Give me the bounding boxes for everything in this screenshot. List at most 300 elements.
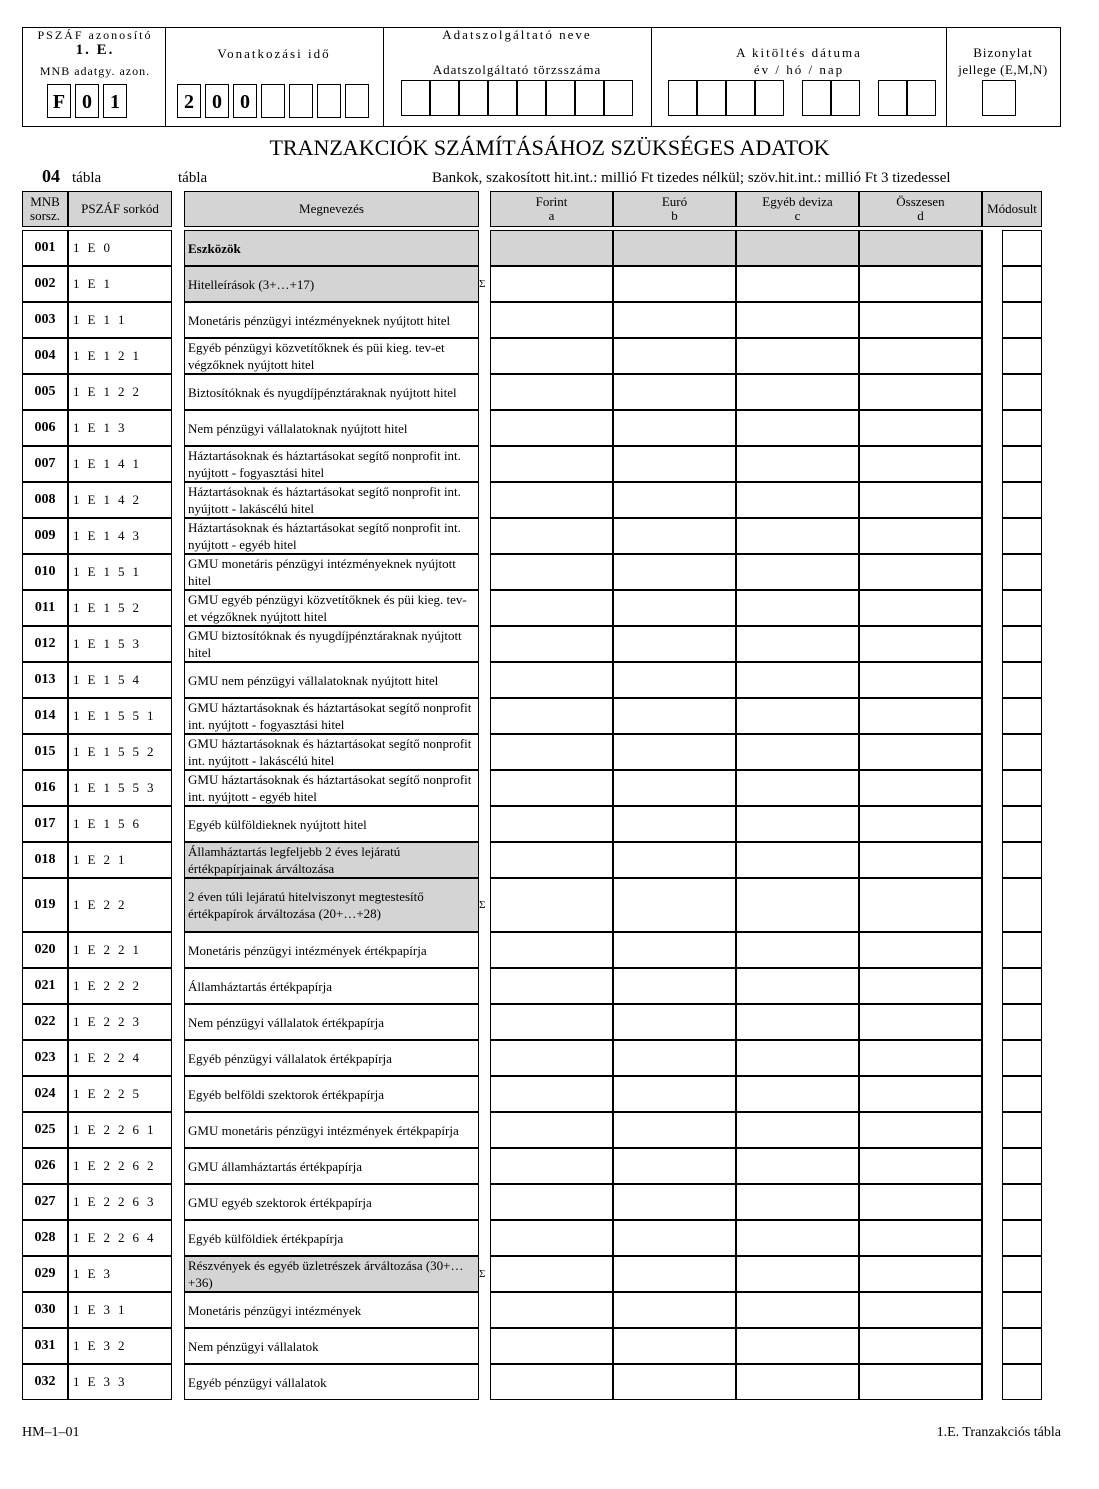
row-name: GMU háztartásoknak és háztartásokat segítő nonprofit int. nyújtott - egyéb hitel xyxy=(184,770,479,806)
provider-reg-digit[interactable] xyxy=(401,80,430,116)
modified-cell[interactable] xyxy=(1002,842,1042,878)
modified-cell[interactable] xyxy=(1002,1184,1042,1220)
table-row xyxy=(22,626,1042,662)
row-number: 013 xyxy=(22,662,68,698)
value-cell-b[interactable] xyxy=(613,698,736,734)
value-cell-d[interactable] xyxy=(859,1256,982,1292)
row-number: 001 xyxy=(22,230,68,266)
value-cell-b[interactable] xyxy=(613,1184,736,1220)
value-cell-c[interactable] xyxy=(736,698,859,734)
value-cell-a[interactable] xyxy=(490,662,613,698)
value-cell-a[interactable] xyxy=(490,518,613,554)
value-cell-d[interactable] xyxy=(859,770,982,806)
row-name: GMU háztartásoknak és háztartásokat segítő nonprofit int. nyújtott - fogyasztási hitel xyxy=(184,698,479,734)
value-cell-a[interactable] xyxy=(490,626,613,662)
value-cell-b[interactable] xyxy=(613,1292,736,1328)
value-cell-c[interactable] xyxy=(736,302,859,338)
value-cell-c[interactable] xyxy=(736,1184,859,1220)
row-code: 1 E 2 2 xyxy=(68,878,172,932)
value-cell-b[interactable] xyxy=(613,266,736,302)
col-header-euro-label: Euró xyxy=(661,194,688,209)
value-cell-d[interactable] xyxy=(859,554,982,590)
provider-reg-label: Adatszolgáltató törzsszáma xyxy=(432,62,602,77)
row-number: 031 xyxy=(22,1328,68,1364)
modified-gap xyxy=(982,518,1002,554)
row-number: 012 xyxy=(22,626,68,662)
row-number: 014 xyxy=(22,698,68,734)
row-number: 028 xyxy=(22,1220,68,1256)
row-name: Háztartásoknak és háztartásokat segítő nonprofit int. nyújtott - lakáscélú hitel xyxy=(184,482,479,518)
value-cell-c[interactable] xyxy=(736,932,859,968)
modified-cell[interactable] xyxy=(1002,1256,1042,1292)
period-digit[interactable] xyxy=(289,84,313,118)
col-header-name-label: Megnevezés xyxy=(299,201,364,216)
row-code: 1 E 2 2 3 xyxy=(68,1004,172,1040)
value-cell-d[interactable] xyxy=(859,482,982,518)
table-row xyxy=(22,446,1042,482)
value-cell-d[interactable] xyxy=(859,734,982,770)
value-cell-d[interactable] xyxy=(859,626,982,662)
value-cell-b[interactable] xyxy=(613,1004,736,1040)
table-row xyxy=(22,734,1042,770)
modified-cell[interactable] xyxy=(1002,410,1042,446)
row-name: Államháztartás legfeljebb 2 éves lejáratú értékpapírjainak árváltozása xyxy=(184,842,479,878)
modified-cell[interactable] xyxy=(1002,554,1042,590)
value-cell-c[interactable] xyxy=(736,554,859,590)
modified-cell[interactable] xyxy=(1002,770,1042,806)
row-number: 019 xyxy=(22,878,68,932)
table-row xyxy=(22,590,1042,626)
value-cell-c[interactable] xyxy=(736,482,859,518)
value-cell-c[interactable] xyxy=(736,1148,859,1184)
fill-date-digit[interactable] xyxy=(878,80,907,116)
value-cell-a[interactable] xyxy=(490,878,613,932)
value-cell-a[interactable] xyxy=(490,230,613,266)
value-cell-c[interactable] xyxy=(736,590,859,626)
modified-cell[interactable] xyxy=(1002,1112,1042,1148)
value-cell-c[interactable] xyxy=(736,1004,859,1040)
value-cell-c[interactable] xyxy=(736,230,859,266)
value-cell-d[interactable] xyxy=(859,374,982,410)
row-number: 011 xyxy=(22,590,68,626)
row-name: Nem pénzügyi vállalatok xyxy=(184,1328,479,1364)
row-name: 2 éven túli lejáratú hitelviszonyt megtestesítő értékpapírok árváltozása (20+…+28) xyxy=(184,878,479,932)
modified-cell[interactable] xyxy=(1002,698,1042,734)
row-code: 1 E 1 5 3 xyxy=(68,626,172,662)
modified-cell[interactable] xyxy=(1002,662,1042,698)
value-cell-d[interactable] xyxy=(859,968,982,1004)
modified-cell[interactable] xyxy=(1002,302,1042,338)
row-code: 1 E 3 3 xyxy=(68,1364,172,1400)
value-cell-b[interactable] xyxy=(613,842,736,878)
row-name: Egyéb külföldieknek nyújtott hitel xyxy=(184,806,479,842)
row-code: 1 E 2 2 1 xyxy=(68,932,172,968)
value-cell-d[interactable] xyxy=(859,1040,982,1076)
col-header-forint-sub: a xyxy=(548,208,555,223)
modified-cell[interactable] xyxy=(1002,968,1042,1004)
provider-reg-digit[interactable] xyxy=(575,80,604,116)
value-cell-c[interactable] xyxy=(736,446,859,482)
provider-reg-digit[interactable] xyxy=(488,80,517,116)
value-cell-a[interactable] xyxy=(490,1040,613,1076)
value-cell-a[interactable] xyxy=(490,968,613,1004)
value-cell-c[interactable] xyxy=(736,842,859,878)
value-cell-b[interactable] xyxy=(613,410,736,446)
value-cell-d[interactable] xyxy=(859,1004,982,1040)
fill-date-digit[interactable] xyxy=(802,80,831,116)
value-cell-b[interactable] xyxy=(613,1220,736,1256)
row-name: GMU biztosítóknak és nyugdíjpénztáraknak nyújtott hitel xyxy=(184,626,479,662)
modified-cell[interactable] xyxy=(1002,1328,1042,1364)
row-number: 025 xyxy=(22,1112,68,1148)
row-name: GMU monetáris pénzügyi intézményeknek nyújtott hitel xyxy=(184,554,479,590)
modified-gap xyxy=(982,1364,1002,1400)
row-name: Egyéb pénzügyi vállalatok értékpapírja xyxy=(184,1040,479,1076)
value-cell-b[interactable] xyxy=(613,374,736,410)
period-digit[interactable]: 0 xyxy=(233,84,257,118)
value-cell-d[interactable] xyxy=(859,590,982,626)
modified-cell[interactable] xyxy=(1002,482,1042,518)
value-cell-c[interactable] xyxy=(736,338,859,374)
modified-cell[interactable] xyxy=(1002,1004,1042,1040)
modified-cell[interactable] xyxy=(1002,1292,1042,1328)
value-cell-c[interactable] xyxy=(736,266,859,302)
provider-name-label: Adatszolgáltató neve xyxy=(442,27,592,42)
value-cell-b[interactable] xyxy=(613,770,736,806)
table-row xyxy=(22,554,1042,590)
modified-cell[interactable] xyxy=(1002,590,1042,626)
modified-gap xyxy=(982,968,1002,1004)
value-cell-c[interactable] xyxy=(736,410,859,446)
modified-gap xyxy=(982,410,1002,446)
col-header-euro xyxy=(613,191,736,227)
value-cell-d[interactable] xyxy=(859,446,982,482)
value-cell-a[interactable] xyxy=(490,1184,613,1220)
value-cell-b[interactable] xyxy=(613,1148,736,1184)
row-number: 029 xyxy=(22,1256,68,1292)
row-number: 018 xyxy=(22,842,68,878)
value-cell-b[interactable] xyxy=(613,482,736,518)
modified-gap xyxy=(982,842,1002,878)
value-cell-d[interactable] xyxy=(859,1148,982,1184)
modified-cell[interactable] xyxy=(1002,374,1042,410)
fill-date-digit[interactable] xyxy=(907,80,936,116)
units-note: Bankok, szakosított hit.int.: millió Ft tizedes nélkül; szöv.hit.int.: millió Ft 3 tizedessel xyxy=(432,170,951,186)
value-cell-a[interactable] xyxy=(490,374,613,410)
row-number: 005 xyxy=(22,374,68,410)
modified-cell[interactable] xyxy=(1002,1364,1042,1400)
value-cell-b[interactable] xyxy=(613,806,736,842)
modified-cell[interactable] xyxy=(1002,230,1042,266)
value-cell-a[interactable] xyxy=(490,698,613,734)
value-cell-d[interactable] xyxy=(859,338,982,374)
value-cell-d[interactable] xyxy=(859,1184,982,1220)
value-cell-a[interactable] xyxy=(490,554,613,590)
row-name: GMU nem pénzügyi vállalatoknak nyújtott hitel xyxy=(184,662,479,698)
table-row xyxy=(22,1112,1042,1148)
row-code: 1 E 1 2 2 xyxy=(68,374,172,410)
value-cell-a[interactable] xyxy=(490,1292,613,1328)
period-digit[interactable]: 2 xyxy=(177,84,201,118)
form-code: 1. E. xyxy=(75,42,115,58)
fill-date-digit[interactable] xyxy=(668,80,697,116)
table-row xyxy=(22,410,1042,446)
value-cell-d[interactable] xyxy=(859,1364,982,1400)
value-cell-d[interactable] xyxy=(859,662,982,698)
row-number: 027 xyxy=(22,1184,68,1220)
fill-date-digit[interactable] xyxy=(726,80,755,116)
modified-cell[interactable] xyxy=(1002,518,1042,554)
value-cell-d[interactable] xyxy=(859,266,982,302)
value-cell-d[interactable] xyxy=(859,878,982,932)
value-cell-d[interactable] xyxy=(859,1328,982,1364)
mnb-digit[interactable]: 1 xyxy=(103,84,127,118)
row-code: 1 E 3 1 xyxy=(68,1292,172,1328)
value-cell-a[interactable] xyxy=(490,446,613,482)
fill-date-digit[interactable] xyxy=(697,80,726,116)
modified-gap xyxy=(982,1184,1002,1220)
provider-reg-digit[interactable] xyxy=(604,80,633,116)
value-cell-d[interactable] xyxy=(859,230,982,266)
table-word: tábla xyxy=(72,170,102,186)
value-cell-b[interactable] xyxy=(613,302,736,338)
value-cell-d[interactable] xyxy=(859,1112,982,1148)
value-cell-a[interactable] xyxy=(490,770,613,806)
fill-date-digit[interactable] xyxy=(831,80,860,116)
value-cell-c[interactable] xyxy=(736,878,859,932)
value-cell-a[interactable] xyxy=(490,734,613,770)
row-name: Eszközök xyxy=(184,230,479,266)
row-name: Nem pénzügyi vállalatok értékpapírja xyxy=(184,1004,479,1040)
value-cell-c[interactable] xyxy=(736,1076,859,1112)
mnb-id-label: MNB adatgy. azon. xyxy=(39,64,151,78)
value-cell-b[interactable] xyxy=(613,1040,736,1076)
value-cell-c[interactable] xyxy=(736,626,859,662)
modified-gap xyxy=(982,302,1002,338)
mnb-digit[interactable]: F xyxy=(47,84,71,118)
value-cell-c[interactable] xyxy=(736,968,859,1004)
row-number: 017 xyxy=(22,806,68,842)
value-cell-a[interactable] xyxy=(490,1364,613,1400)
table-row xyxy=(22,1148,1042,1184)
period-digit[interactable] xyxy=(261,84,285,118)
value-cell-b[interactable] xyxy=(613,1328,736,1364)
value-cell-b[interactable] xyxy=(613,968,736,1004)
modified-gap xyxy=(982,698,1002,734)
row-name: Háztartásoknak és háztartásokat segítő nonprofit int. nyújtott - egyéb hitel xyxy=(184,518,479,554)
row-name: GMU államháztartás értékpapírja xyxy=(184,1148,479,1184)
row-code: 1 E 2 2 6 2 xyxy=(68,1148,172,1184)
row-code: 1 E 1 5 5 2 xyxy=(68,734,172,770)
value-cell-c[interactable] xyxy=(736,662,859,698)
doc-type-cell[interactable] xyxy=(982,80,1016,116)
value-cell-b[interactable] xyxy=(613,1112,736,1148)
modified-gap xyxy=(982,1076,1002,1112)
row-number: 004 xyxy=(22,338,68,374)
row-number: 006 xyxy=(22,410,68,446)
value-cell-a[interactable] xyxy=(490,1076,613,1112)
row-name: Egyéb pénzügyi közvetítőknek és püi kieg. tev-et végzőknek nyújtott hitel xyxy=(184,338,479,374)
modified-cell[interactable] xyxy=(1002,1148,1042,1184)
modified-cell[interactable] xyxy=(1002,626,1042,662)
fill-date-label: A kitöltés dátuma xyxy=(736,45,862,60)
value-cell-d[interactable] xyxy=(859,698,982,734)
value-cell-b[interactable] xyxy=(613,662,736,698)
value-cell-a[interactable] xyxy=(490,1004,613,1040)
value-cell-d[interactable] xyxy=(859,1076,982,1112)
row-code: 1 E 1 5 1 xyxy=(68,554,172,590)
provider-reg-digit[interactable] xyxy=(517,80,546,116)
value-cell-d[interactable] xyxy=(859,932,982,968)
value-cell-d[interactable] xyxy=(859,806,982,842)
table-row xyxy=(22,770,1042,806)
value-cell-a[interactable] xyxy=(490,842,613,878)
value-cell-d[interactable] xyxy=(859,842,982,878)
value-cell-a[interactable] xyxy=(490,806,613,842)
row-number: 022 xyxy=(22,1004,68,1040)
value-cell-d[interactable] xyxy=(859,518,982,554)
value-cell-a[interactable] xyxy=(490,266,613,302)
value-cell-c[interactable] xyxy=(736,1220,859,1256)
row-number: 009 xyxy=(22,518,68,554)
value-cell-b[interactable] xyxy=(613,338,736,374)
period-digit[interactable] xyxy=(345,84,369,118)
value-cell-c[interactable] xyxy=(736,1328,859,1364)
value-cell-d[interactable] xyxy=(859,1292,982,1328)
modified-cell[interactable] xyxy=(1002,338,1042,374)
provider-reg-digit[interactable] xyxy=(546,80,575,116)
value-cell-c[interactable] xyxy=(736,1292,859,1328)
row-code: 1 E 3 xyxy=(68,1256,172,1292)
value-cell-b[interactable] xyxy=(613,878,736,932)
col-header-name xyxy=(184,191,479,227)
modified-cell[interactable] xyxy=(1002,806,1042,842)
table-row xyxy=(22,698,1042,734)
value-cell-c[interactable] xyxy=(736,770,859,806)
row-name: Részvények és egyéb üzletrészek árváltozása (30+…+36) xyxy=(184,1256,479,1292)
modified-gap xyxy=(982,932,1002,968)
value-cell-a[interactable] xyxy=(490,590,613,626)
col-header-total-sub: d xyxy=(917,208,924,223)
value-cell-c[interactable] xyxy=(736,1040,859,1076)
table-row xyxy=(22,1076,1042,1112)
row-name: GMU háztartásoknak és háztartásokat segítő nonprofit int. nyújtott - lakáscélú hitel xyxy=(184,734,479,770)
row-number: 016 xyxy=(22,770,68,806)
modified-gap xyxy=(982,806,1002,842)
value-cell-b[interactable] xyxy=(613,446,736,482)
row-name: Monetáris pénzügyi intézmények xyxy=(184,1292,479,1328)
value-cell-b[interactable] xyxy=(613,554,736,590)
modified-gap xyxy=(982,662,1002,698)
col-header-pszaf xyxy=(68,191,172,227)
mnb-digit[interactable]: 0 xyxy=(75,84,99,118)
row-code: 1 E 1 4 3 xyxy=(68,518,172,554)
value-cell-c[interactable] xyxy=(736,518,859,554)
value-cell-d[interactable] xyxy=(859,410,982,446)
row-number: 008 xyxy=(22,482,68,518)
value-cell-b[interactable] xyxy=(613,932,736,968)
modified-cell[interactable] xyxy=(1002,1076,1042,1112)
sigma-marker: Σ xyxy=(479,899,486,911)
value-cell-b[interactable] xyxy=(613,734,736,770)
value-cell-c[interactable] xyxy=(736,806,859,842)
row-code: 1 E 1 5 5 1 xyxy=(68,698,172,734)
table-row xyxy=(22,662,1042,698)
row-code: 1 E 2 2 6 4 xyxy=(68,1220,172,1256)
modified-cell[interactable] xyxy=(1002,1040,1042,1076)
row-name: Nem pénzügyi vállalatoknak nyújtott hitel xyxy=(184,410,479,446)
value-cell-a[interactable] xyxy=(490,1328,613,1364)
value-cell-c[interactable] xyxy=(736,1364,859,1400)
modified-cell[interactable] xyxy=(1002,446,1042,482)
modified-cell[interactable] xyxy=(1002,878,1042,932)
row-name: Hitelleírások (3+…+17) xyxy=(184,266,479,302)
value-cell-a[interactable] xyxy=(490,1256,613,1292)
value-cell-b[interactable] xyxy=(613,518,736,554)
modified-gap xyxy=(982,1220,1002,1256)
provider-reg-digit[interactable] xyxy=(459,80,488,116)
value-cell-a[interactable] xyxy=(490,1148,613,1184)
row-number: 002 xyxy=(22,266,68,302)
col-header-total xyxy=(859,191,982,227)
value-cell-d[interactable] xyxy=(859,302,982,338)
value-cell-b[interactable] xyxy=(613,590,736,626)
value-cell-a[interactable] xyxy=(490,1112,613,1148)
modified-gap xyxy=(982,1292,1002,1328)
modified-cell[interactable] xyxy=(1002,932,1042,968)
row-name: Monetáris pénzügyi intézmények értékpapírja xyxy=(184,932,479,968)
footer-form-id: HM–1–01 xyxy=(22,1425,80,1440)
value-cell-a[interactable] xyxy=(490,1220,613,1256)
value-cell-b[interactable] xyxy=(613,626,736,662)
value-cell-c[interactable] xyxy=(736,374,859,410)
table-row xyxy=(22,230,1042,266)
value-cell-a[interactable] xyxy=(490,482,613,518)
value-cell-a[interactable] xyxy=(490,410,613,446)
modified-cell[interactable] xyxy=(1002,266,1042,302)
modified-cell[interactable] xyxy=(1002,1220,1042,1256)
value-cell-b[interactable] xyxy=(613,230,736,266)
row-number: 024 xyxy=(22,1076,68,1112)
modified-gap xyxy=(982,1112,1002,1148)
value-cell-b[interactable] xyxy=(613,1364,736,1400)
value-cell-b[interactable] xyxy=(613,1256,736,1292)
value-cell-d[interactable] xyxy=(859,1220,982,1256)
modified-cell[interactable] xyxy=(1002,734,1042,770)
value-cell-a[interactable] xyxy=(490,302,613,338)
row-number: 020 xyxy=(22,932,68,968)
row-number: 026 xyxy=(22,1148,68,1184)
value-cell-c[interactable] xyxy=(736,1112,859,1148)
modified-gap xyxy=(982,338,1002,374)
row-code: 1 E 2 1 xyxy=(68,842,172,878)
value-cell-a[interactable] xyxy=(490,338,613,374)
row-code: 1 E 1 5 2 xyxy=(68,590,172,626)
value-cell-c[interactable] xyxy=(736,1256,859,1292)
modified-gap xyxy=(982,878,1002,932)
fill-date-digit[interactable] xyxy=(755,80,784,116)
provider-reg-digit[interactable] xyxy=(430,80,459,116)
value-cell-a[interactable] xyxy=(490,932,613,968)
modified-gap xyxy=(982,734,1002,770)
table-row xyxy=(22,374,1042,410)
period-digit[interactable] xyxy=(317,84,341,118)
value-cell-c[interactable] xyxy=(736,734,859,770)
col-header-other-fx-label: Egyéb deviza xyxy=(762,194,833,209)
value-cell-b[interactable] xyxy=(613,1076,736,1112)
row-code: 1 E 1 4 2 xyxy=(68,482,172,518)
period-digit[interactable]: 0 xyxy=(205,84,229,118)
